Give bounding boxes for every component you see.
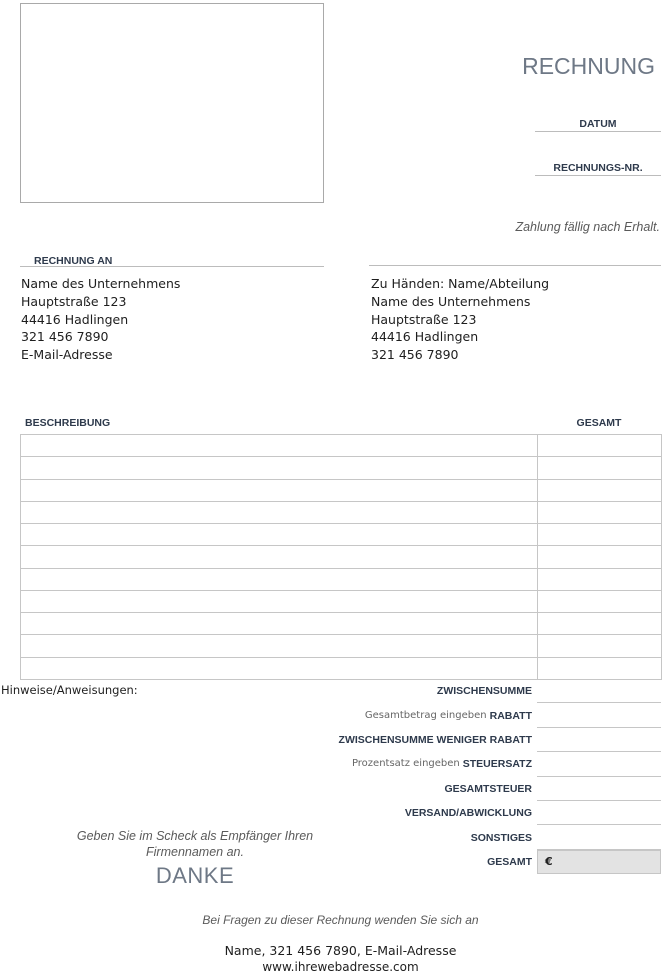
item-description-cell[interactable] [21,569,538,591]
other-label: SONSTIGES [470,831,532,844]
grand-total-label-cell [300,850,537,874]
item-description-cell[interactable] [21,524,538,546]
total-tax-label: GESAMTSTEUER [444,782,532,795]
invoice-number-label: RECHNUNGS-NR. [553,162,643,174]
date-label: DATUM [579,118,617,130]
item-total-cell[interactable] [538,613,662,635]
column-header-description: BESCHREIBUNG [25,417,111,429]
ship-to-phone: 321 456 7890 [371,347,459,363]
column-header-total: GESAMT [576,417,622,429]
invoice-number-field[interactable] [535,156,661,176]
discount-label: RABATT [489,709,532,722]
item-total-cell[interactable] [538,480,662,502]
shipping-label: VERSAND/ABWICKLUNG [404,807,532,820]
bill-to-company: Name des Unternehmens [21,276,181,291]
tax-rate-value[interactable] [537,752,661,776]
item-description-cell[interactable] [21,658,538,680]
tax-rate-label-cell [300,752,537,776]
total-tax-value[interactable] [537,777,661,801]
bill-to-heading: RECHNUNG AN [34,255,113,267]
item-description-cell[interactable] [21,591,538,613]
item-description-cell[interactable] [21,480,538,502]
bill-to-street: Hauptstraße 123 [21,293,127,309]
ship-to-city: 44416 Hadlingen [371,329,479,345]
item-description-cell[interactable] [21,613,538,635]
shipping-value[interactable] [537,801,661,825]
footer-question: Bei Fragen zu dieser Rechnung wenden Sie sich an [202,913,479,927]
item-description-cell[interactable] [21,502,538,524]
item-total-cell[interactable] [538,658,662,680]
check-payable-note: Geben Sie im Scheck als Empfänger Ihren Firmennamen an. [76,829,314,859]
subtotal-label: ZWISCHENSUMME [436,685,532,698]
footer-website[interactable]: www.ihrewebadresse.com [262,960,419,974]
grand-total-label: GESAMT [487,855,532,868]
summary-table [300,679,661,874]
subtotal-less-discount-label-cell [300,728,537,752]
bill-to-email: E-Mail-Adresse [21,347,113,363]
other-label-cell [300,825,537,849]
total-tax-label-cell [300,777,537,801]
bill-to-phone: 321 456 7890 [21,329,109,345]
subtotal-label-cell [300,679,537,703]
invoice-title: RECHNUNG [522,53,655,79]
discount-hint: Gesamtbetrag eingeben [364,709,487,721]
date-field[interactable] [535,112,661,132]
notes-label: Hinweise/Anweisungen: [1,683,138,697]
ship-to-street: Hauptstraße 123 [371,311,477,327]
other-value[interactable] [537,825,661,849]
tax-rate-hint: Prozentsatz eingeben [351,758,460,770]
items-table [20,434,662,680]
item-total-cell[interactable] [538,635,662,657]
bill-to-address[interactable] [21,275,180,364]
currency-symbol: € [545,854,553,868]
item-total-cell[interactable] [538,435,662,457]
ship-to-address[interactable] [371,275,549,364]
bill-to-city: 44416 Hadlingen [21,311,129,327]
item-total-cell[interactable] [538,591,662,613]
thank-you: DANKE [155,863,235,888]
ship-to-attention: Zu Händen: Name/Abteilung [371,276,550,291]
item-description-cell[interactable] [21,457,538,479]
shipping-label-cell [300,801,537,825]
item-description-cell[interactable] [21,546,538,568]
bill-to-heading-rule [20,249,324,267]
item-description-cell[interactable] [21,435,538,457]
discount-label-cell [300,703,537,727]
grand-total-value[interactable] [537,850,661,874]
footer-contact: Name, 321 456 7890, E-Mail-Adresse [224,943,457,958]
subtotal-less-discount-label: ZWISCHENSUMME WENIGER RABATT [338,733,532,746]
subtotal-value[interactable] [537,679,661,703]
discount-value[interactable] [537,703,661,727]
item-total-cell[interactable] [538,569,662,591]
logo-placeholder[interactable] [20,3,324,203]
item-total-cell[interactable] [538,546,662,568]
subtotal-less-discount-value[interactable] [537,728,661,752]
ship-to-company: Name des Unternehmens [371,293,531,309]
item-description-cell[interactable] [21,635,538,657]
item-total-cell[interactable] [538,524,662,546]
item-total-cell[interactable] [538,457,662,479]
tax-rate-label: STEUERSATZ [462,758,532,771]
payment-terms: Zahlung fällig nach Erhalt. [515,220,660,234]
item-total-cell[interactable] [538,502,662,524]
ship-to-rule [369,249,661,266]
